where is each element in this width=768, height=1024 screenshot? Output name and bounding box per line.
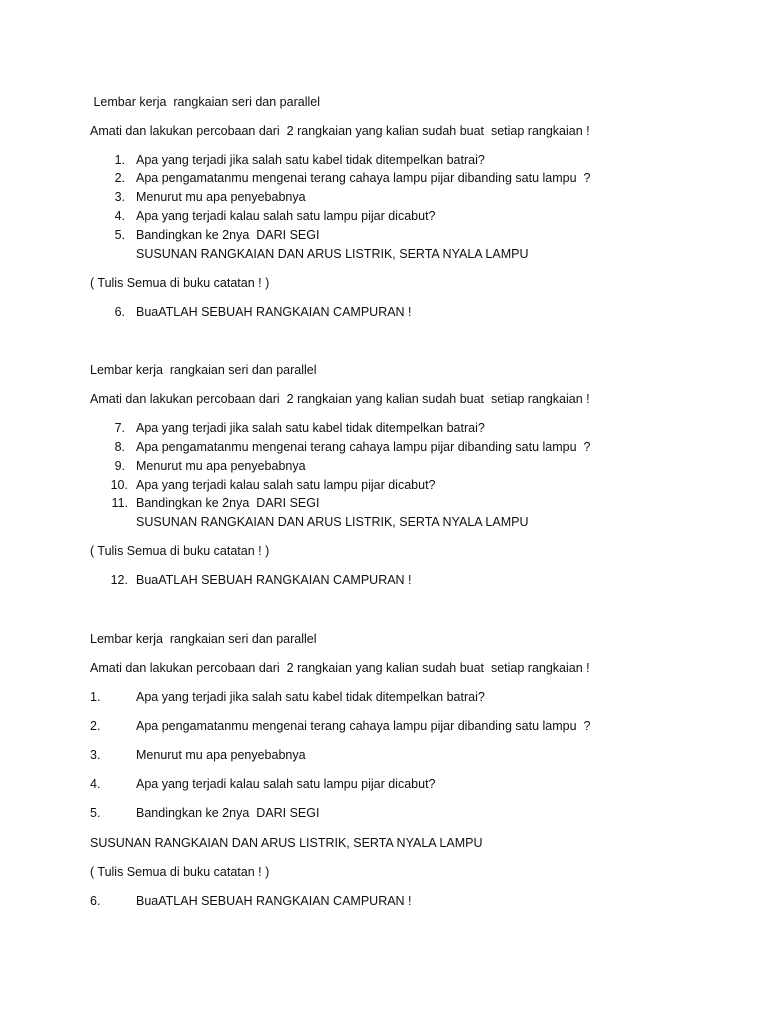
list-item-text: Apa yang terjadi kalau salah satu lampu pijar dicabut?: [136, 478, 436, 492]
list-item-text: Apa yang terjadi jika salah satu kabel tidak ditempelkan batrai?: [136, 690, 485, 704]
list-item-number: 6.: [114, 305, 125, 319]
section-title: Lembar kerja rangkaian seri dan parallel: [90, 363, 317, 377]
list-item-text: Apa pengamatanmu mengenai terang cahaya lampu pijar dibanding satu lampu ?: [136, 171, 591, 185]
list-item-number: 2.: [90, 719, 101, 733]
list-item-text: BuaATLAH SEBUAH RANGKAIAN CAMPURAN !: [136, 573, 412, 587]
list-item-number: 10.: [110, 478, 128, 492]
list-item-continuation: SUSUNAN RANGKAIAN DAN ARUS LISTRIK, SERTA NYALA LAMPU: [136, 515, 529, 529]
section-title: Lembar kerja rangkaian seri dan parallel: [90, 95, 320, 109]
list-item-number: 6.: [90, 894, 101, 908]
list-item-number: 4.: [114, 209, 125, 223]
list-item-text: Menurut mu apa penyebabnya: [136, 748, 306, 762]
section-intro: Amati dan lakukan percobaan dari 2 rangkaian yang kalian sudah buat setiap rangkaian !: [90, 392, 590, 406]
list-item-text: BuaATLAH SEBUAH RANGKAIAN CAMPURAN !: [136, 894, 412, 908]
list-item-number: 4.: [90, 777, 101, 791]
section-title: Lembar kerja rangkaian seri dan parallel: [90, 632, 317, 646]
list-item-number: 7.: [114, 421, 125, 435]
list-item-text: Apa yang terjadi jika salah satu kabel tidak ditempelkan batrai?: [136, 153, 485, 167]
list-item-number: 1.: [114, 153, 125, 167]
list-item-number: 3.: [114, 190, 125, 204]
list-item-text: BuaATLAH SEBUAH RANGKAIAN CAMPURAN !: [136, 305, 412, 319]
list-item-number: 5.: [90, 806, 101, 820]
list-item-continuation: SUSUNAN RANGKAIAN DAN ARUS LISTRIK, SERTA NYALA LAMPU: [136, 247, 529, 261]
list-item-text: Menurut mu apa penyebabnya: [136, 190, 306, 204]
list-item-number: 1.: [90, 690, 101, 704]
list-item-text: Apa yang terjadi kalau salah satu lampu pijar dicabut?: [136, 777, 436, 791]
list-item-number: 3.: [90, 748, 101, 762]
list-item-number: 5.: [114, 228, 125, 242]
list-item-number: 12.: [110, 573, 128, 587]
section-note: ( Tulis Semua di buku catatan ! ): [90, 276, 270, 290]
list-item-text: Apa yang terjadi jika salah satu kabel tidak ditempelkan batrai?: [136, 421, 485, 435]
list-item-number: 8.: [114, 440, 125, 454]
list-item-text: Bandingkan ke 2nya DARI SEGI: [136, 228, 320, 242]
list-item-text: Apa yang terjadi kalau salah satu lampu pijar dicabut?: [136, 209, 436, 223]
section-intro: Amati dan lakukan percobaan dari 2 rangkaian yang kalian sudah buat setiap rangkaian !: [90, 661, 590, 675]
list-item-number: 9.: [114, 459, 125, 473]
section-continuation: SUSUNAN RANGKAIAN DAN ARUS LISTRIK, SERTA NYALA LAMPU: [90, 836, 483, 850]
list-item-number: 2.: [114, 171, 125, 185]
list-item-text: Bandingkan ke 2nya DARI SEGI: [136, 496, 320, 510]
list-item-text: Bandingkan ke 2nya DARI SEGI: [136, 806, 320, 820]
list-item-number: 11.: [111, 496, 128, 510]
list-item-text: Apa pengamatanmu mengenai terang cahaya lampu pijar dibanding satu lampu ?: [136, 440, 591, 454]
section-note: ( Tulis Semua di buku catatan ! ): [90, 544, 270, 558]
list-item-text: Apa pengamatanmu mengenai terang cahaya lampu pijar dibanding satu lampu ?: [136, 719, 591, 733]
list-item-text: Menurut mu apa penyebabnya: [136, 459, 306, 473]
section-intro: Amati dan lakukan percobaan dari 2 rangkaian yang kalian sudah buat setiap rangkaian !: [90, 124, 590, 138]
section-note: ( Tulis Semua di buku catatan ! ): [90, 865, 270, 879]
